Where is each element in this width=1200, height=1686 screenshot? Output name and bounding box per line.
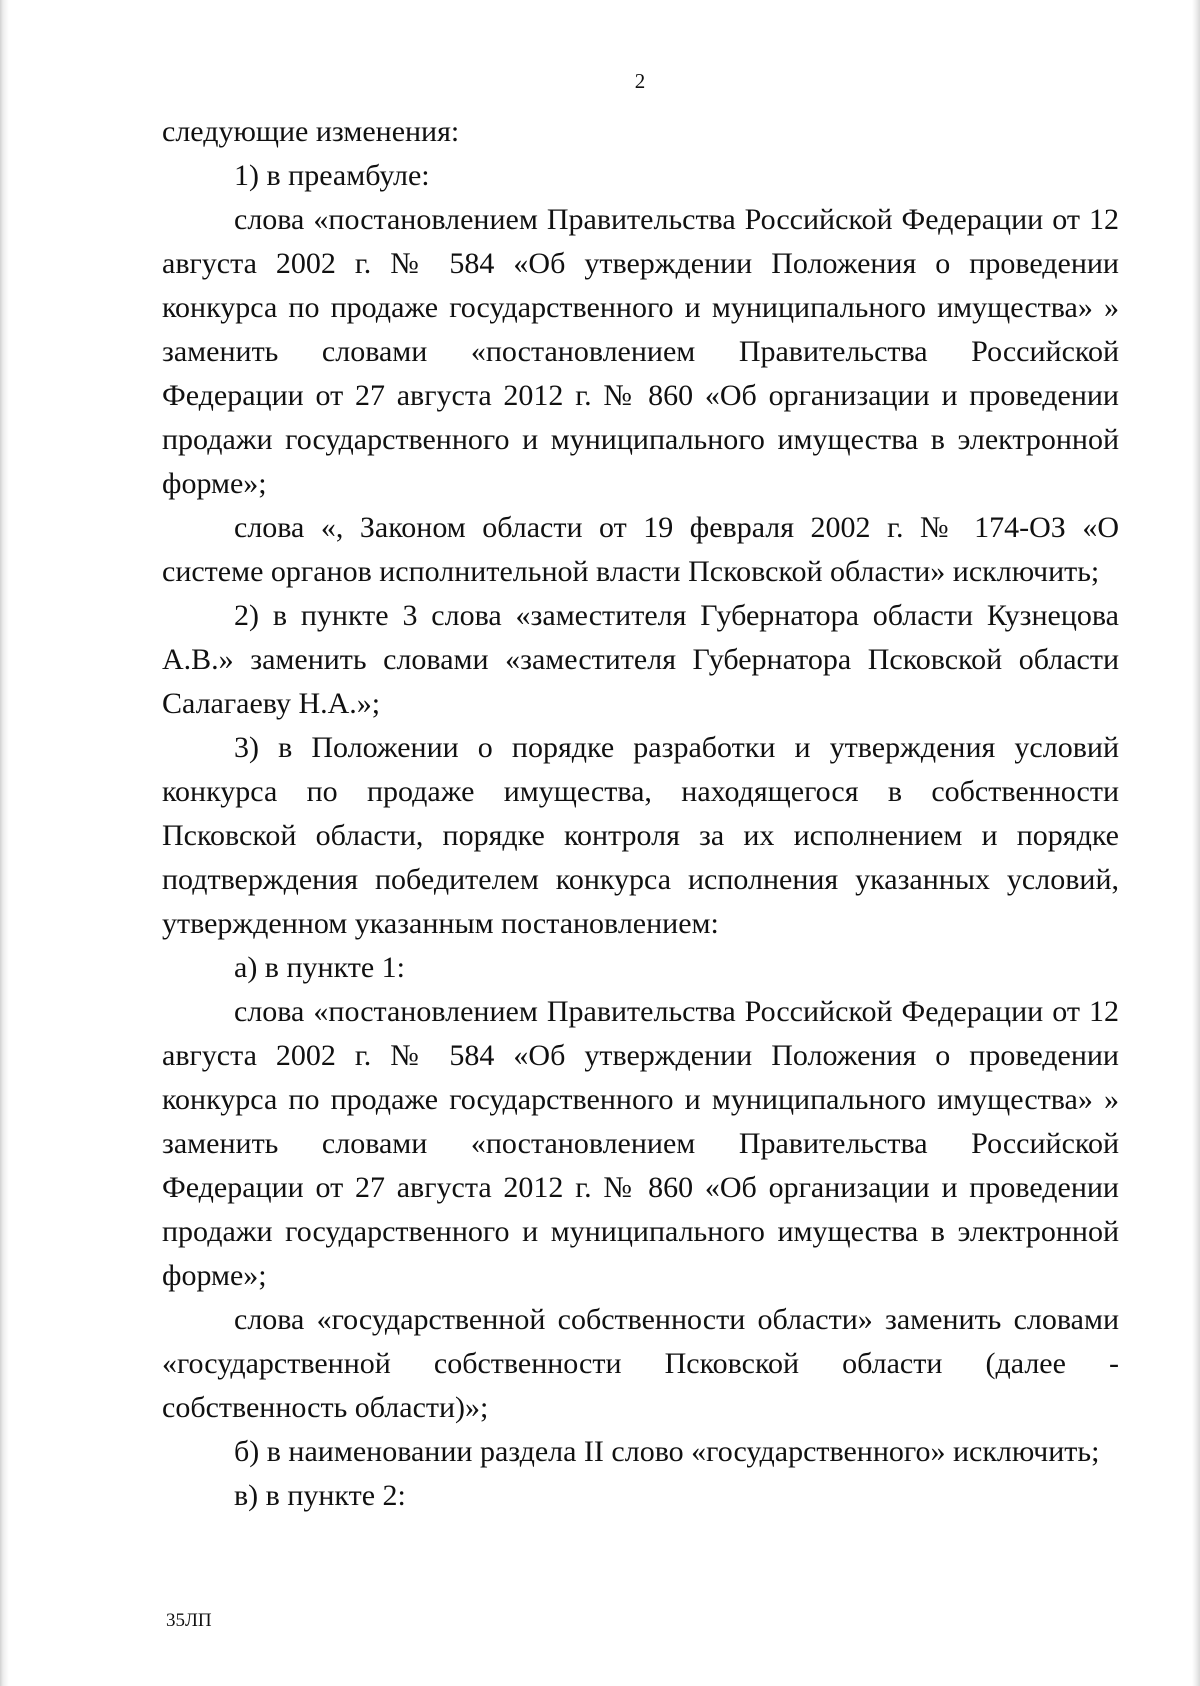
paragraph: 3) в Положении о порядке разработки и утверждения условий конкурса по продаже имущества, находящегося в собственности Псковской области, порядке контроля за их исполнением и порядке подтверждения победителем конкурса исполнения указанных условий, утвержденном указанным постановлением:	[162, 731, 1119, 940]
paragraph: слова «государственной собственности области» заменить словами «государственной собственности Псковской области (далее - собственность области)»;	[162, 1303, 1119, 1424]
paragraph: а) в пункте 1:	[234, 951, 406, 984]
page-number: 2	[634, 69, 646, 93]
paragraph: 2) в пункте 3 слова «заместителя Губернатора области Кузнецова А.В.» заменить словами «заместителя Губернатора Псковской области Салагаеву Н.А.»;	[162, 599, 1119, 720]
document-body	[162, 110, 1119, 1518]
scan-edge-left	[0, 0, 9, 1686]
paragraph: слова «, Законом области от 19 февраля 2002 г. № 174-ОЗ «О системе органов исполнительной власти Псковской области» исключить;	[162, 511, 1119, 588]
paragraph: в) в пункте 2:	[234, 1479, 406, 1512]
scan-edge-right	[1192, 0, 1200, 1686]
document-code: 35ЛП	[166, 1610, 212, 1631]
paragraph: следующие изменения:	[162, 115, 460, 148]
paragraph: слова «постановлением Правительства Российской Федерации от 12 августа 2002 г. № 584 «Об утверждении Положения о проведении конкурса по продаже государственного и муниципального имущества» » заменить словами «постановлением Правительства Российской Федерации от 27 августа 2012 г. № 860 «Об организации и проведении продажи государственного и муниципального имущества в электронной форме»;	[162, 995, 1119, 1292]
paragraph: б) в наименовании раздела II слово «государственного» исключить;	[234, 1435, 1100, 1468]
paragraph: 1) в преамбуле:	[234, 159, 430, 192]
paragraph: слова «постановлением Правительства Российской Федерации от 12 августа 2002 г. № 584 «Об утверждении Положения о проведении конкурса по продаже государственного и муниципального имущества» » заменить словами «постановлением Правительства Российской Федерации от 27 августа 2012 г. № 860 «Об организации и проведении продажи государственного и муниципального имущества в электронной форме»;	[162, 203, 1119, 500]
